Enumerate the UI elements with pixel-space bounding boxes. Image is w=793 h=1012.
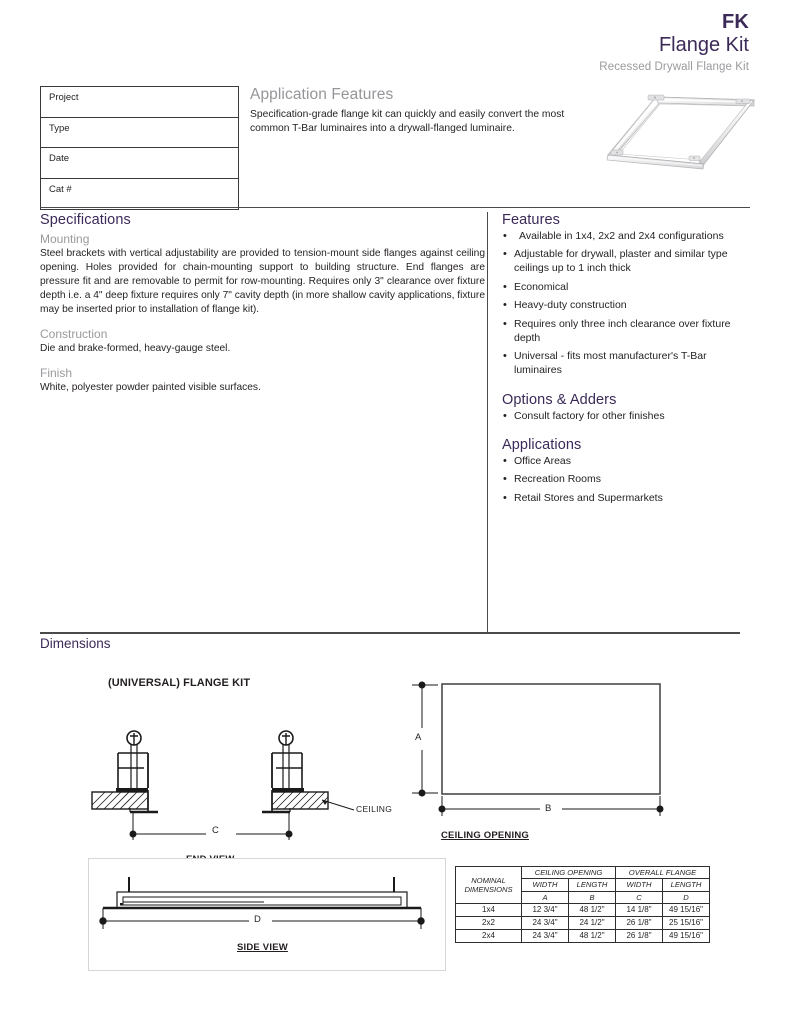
model-code: FK [721,11,749,33]
nominal-cell: 2x2 [456,917,522,930]
features-column [502,212,754,510]
opening-width-label: B [545,803,552,814]
dimensions-divider [40,632,740,634]
applications-heading: Applications [502,437,582,454]
list-item: • Adjustable for drywall, plaster and similar type ceilings up to 1 inch thick [502,248,754,276]
project-row-project[interactable] [41,87,238,118]
value-cell-d: 49 15/16" [663,930,710,943]
project-row-type[interactable] [41,118,238,149]
project-row-cat[interactable] [41,179,238,210]
nominal-cell: 2x4 [456,930,522,943]
project-info-table [40,86,239,210]
features-list [502,230,754,378]
list-item: • Universal - fits most manufacturer's T-Bar luminaires [502,350,754,378]
application-features-heading: Application Features [250,86,394,103]
features-heading: Features [502,212,561,228]
side-view-caption: SIDE VIEW [237,942,288,953]
list-item: • Heavy-duty construction [502,299,754,313]
letter-header-b: B [569,891,616,903]
opening-height-label: A [415,732,422,743]
construction-heading: Construction [40,327,108,342]
finish-text: White, polyester powder painted visible surfaces. [40,382,261,394]
list-item: • Requires only three inch clearance over fixture depth [502,318,754,346]
construction-text: Die and brake-formed, heavy-gauge steel. [40,343,231,355]
product-subtitle: Recessed Drywall Flange Kit [599,61,749,73]
letter-header-a: A [522,891,569,903]
list-item: • Recreation Rooms [502,473,754,487]
side-view-diagram [88,858,446,971]
project-row-date[interactable] [41,148,238,179]
value-cell-d: 25 15/16" [663,917,710,930]
list-item: • Consult factory for other finishes [502,410,754,424]
dimensions-table [455,866,710,943]
ceiling-opening-diagram [404,676,694,826]
nominal-line-2: DIMENSIONS [464,885,513,895]
project-row-label: Date [49,153,70,164]
finish-heading: Finish [40,366,73,381]
value-cell-c: 14 1/8" [616,904,663,917]
applications-list [502,455,754,506]
specifications-heading: Specifications [40,212,131,228]
table-row [456,930,710,943]
end-view-diagram [86,712,416,862]
mounting-text: Steel brackets with vertical adjustability are provided to tension-mount side flanges against ceiling opening. Holes provided for chain-mounting support to building structure. End flanges are pressure fit and are removable to permit for row-mounting. Requires only 3" clearance over fixture depth i.e. a 4" deep fixture requires only 7" cavity depth (in more shallow cavity applications, fixture may be inserted prior to installation of flange kit). [40,248,485,316]
list-item: • Economical [502,281,754,295]
side-view-dimension-label: D [254,914,261,925]
letter-header-c: C [616,891,663,903]
table-row [456,867,710,879]
sub-header-length-b: LENGTH [569,879,616,891]
column-divider [487,212,488,633]
value-cell-a: 24 3/4" [522,930,569,943]
project-row-label: Cat # [49,183,72,195]
list-item: • Office Areas [502,455,754,469]
value-cell-b: 48 1/2" [569,930,616,943]
nominal-cell: 1x4 [456,904,522,917]
value-cell-a: 24 3/4" [522,917,569,930]
sub-header-width-c: WIDTH [616,879,663,891]
sub-header-length-d: LENGTH [663,879,710,891]
mounting-heading: Mounting [40,232,90,246]
table-row [456,904,710,917]
header-title-block [599,12,749,73]
flange-kit-diagram-title: (UNIVERSAL) FLANGE KIT [108,677,251,689]
header-divider [40,207,750,208]
nominal-dimensions-header [456,867,522,904]
value-cell-b: 48 1/2" [569,904,616,917]
list-item: • Available in 1x4, 2x2 and 2x4 configurations [502,230,754,244]
overall-flange-group-header: OVERALL FLANGE [616,867,710,879]
value-cell-c: 26 1/8" [616,917,663,930]
nominal-line-1: NOMINAL [471,875,506,885]
product-photo [586,82,776,187]
value-cell-d: 49 15/16" [663,904,710,917]
ceiling-callout-label: CEILING [356,804,393,814]
options-adders-heading: Options & Adders [502,391,617,408]
value-cell-a: 12 3/4" [522,904,569,917]
value-cell-b: 24 1/2" [569,917,616,930]
end-view-dimension-label: C [212,825,219,836]
dimensions-heading: Dimensions [40,636,111,651]
ceiling-opening-group-header: CEILING OPENING [522,867,616,879]
application-features-block [250,86,595,136]
value-cell-c: 26 1/8" [616,930,663,943]
letter-header-d: D [663,891,710,903]
list-item: • Retail Stores and Supermarkets [502,492,754,506]
sub-header-width-a: WIDTH [522,879,569,891]
product-name: Flange Kit [658,34,749,56]
application-features-text: Specification-grade flange kit can quickly and easily convert the most common T-Bar luminaires into a drywall-flanged luminaire. [250,109,565,134]
ceiling-opening-caption: CEILING OPENING [441,830,529,841]
options-adders-list [502,410,754,424]
project-row-label: Type [49,122,70,134]
specifications-column [40,212,485,396]
project-row-label: Project [49,92,79,103]
table-row [456,917,710,930]
